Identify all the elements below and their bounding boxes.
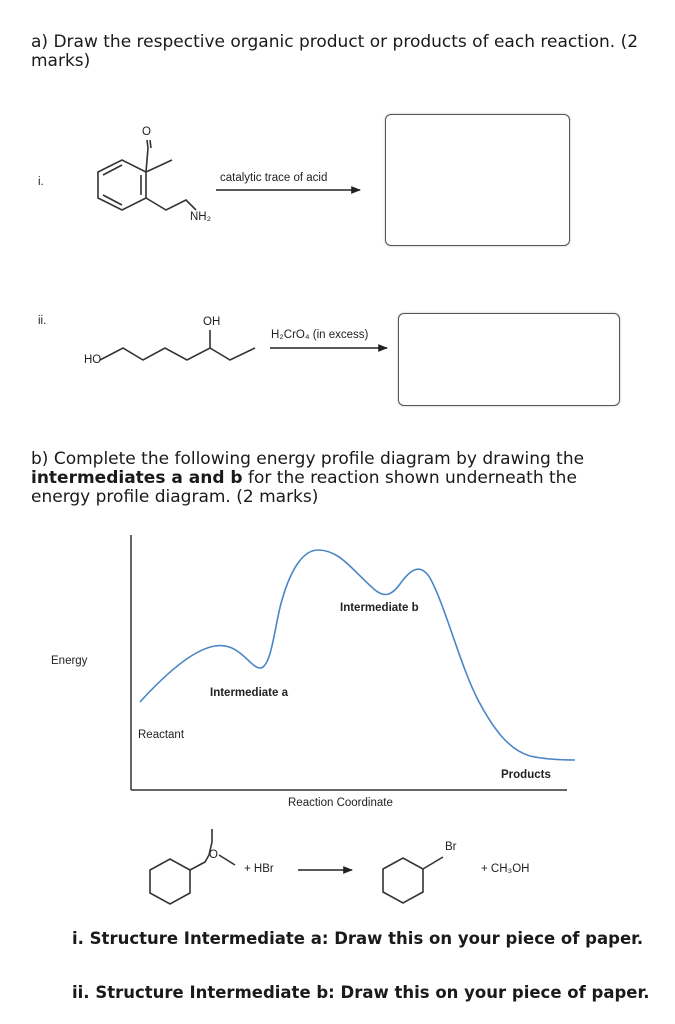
intermediate-b-label: Intermediate b: [340, 602, 419, 614]
reaction-ii-label: ii.: [38, 315, 47, 327]
carbonyl-oxygen: O: [142, 126, 151, 138]
reagent-i: catalytic trace of acid: [220, 172, 328, 184]
o-methyl: [219, 855, 235, 865]
part-a-text: a) Draw the respective organic product or products of each reaction. (2 marks): [31, 32, 639, 71]
energy-label: Energy: [51, 655, 88, 667]
products-label: Products: [501, 769, 551, 781]
reaction-coordinate-label: Reaction Coordinate: [288, 797, 393, 809]
oh-group: OH: [203, 316, 221, 328]
ho-group: HO: [84, 354, 102, 366]
answer-box-i[interactable]: [385, 114, 570, 246]
benzene-inner-bonds: [103, 165, 141, 205]
carbonyl-bond: [147, 140, 151, 148]
methanol-byproduct: + CH₃OH: [481, 863, 530, 875]
product-b-molecule: [383, 857, 443, 903]
reagent-ii: H₂CrO₄ (in excess): [271, 329, 369, 341]
molecule-i: [98, 140, 196, 210]
energy-curve: [140, 550, 575, 760]
intermediate-a-label: Intermediate a: [210, 687, 288, 699]
amine-chain: [146, 198, 196, 210]
part-b-text-1: b) Complete the following energy profile diagram by drawing the: [31, 449, 585, 469]
energy-axes: [131, 535, 567, 790]
molecule-ii: [100, 330, 255, 360]
part-b-text-bold: intermediates a and b: [31, 468, 243, 488]
part-b-text-2: for the reaction shown underneath the energy profile diagram. (2 marks): [31, 468, 577, 507]
part-b-question: [31, 450, 641, 507]
benzene-ring: [98, 160, 146, 210]
reactant-b-molecule: [150, 829, 235, 904]
bromine-label: Br: [445, 841, 457, 853]
ring-oxygen: O: [209, 849, 218, 861]
instruction-ii: ii. Structure Intermediate b: Draw this on your piece of paper.: [72, 983, 650, 1002]
answer-box-ii[interactable]: [398, 313, 620, 406]
ketone-chain: [146, 148, 172, 172]
amine-group: NH₂: [190, 211, 212, 223]
cyclohexane-ring-1: [150, 859, 190, 904]
hbr-reagent: + HBr: [244, 863, 274, 875]
instruction-i: i. Structure Intermediate a: Draw this on your piece of paper.: [72, 929, 644, 948]
reaction-i-label: i.: [38, 176, 44, 188]
methyl-branch: [423, 857, 443, 869]
reactant-label: Reactant: [138, 729, 185, 741]
carbon-chain: [100, 348, 255, 360]
cyclohexane-ring-2: [383, 858, 423, 903]
